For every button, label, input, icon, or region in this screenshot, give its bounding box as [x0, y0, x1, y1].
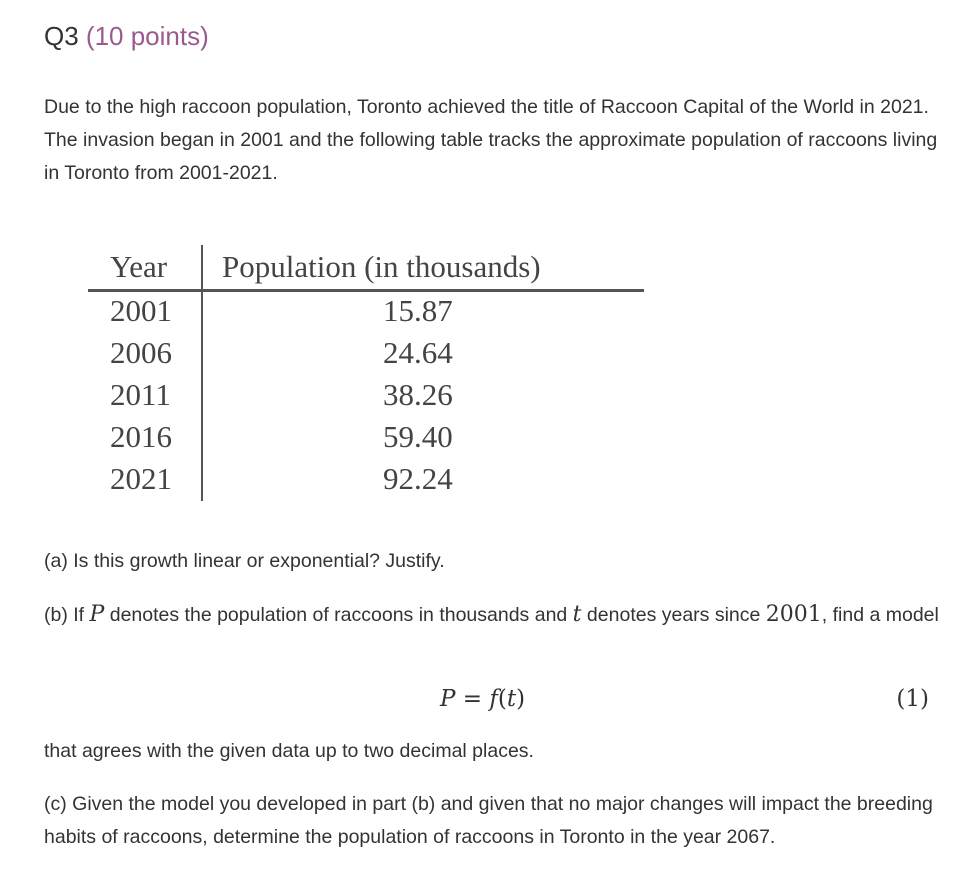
table-cell-year: 2001 — [110, 293, 172, 328]
table-header-population: Population (in thousands) — [222, 249, 541, 284]
equation-argument: t — [506, 686, 517, 712]
table-cell-year: 2011 — [110, 377, 171, 412]
equation-close-paren: ) — [516, 686, 526, 712]
equation-open-paren: ( — [497, 686, 507, 712]
part-b-question — [44, 598, 939, 632]
part-b-suffix: , find a model — [821, 604, 939, 626]
intro-paragraph: Due to the high raccoon population, Toronto achieved the title of Raccoon Capital of the World in 2021. The invasion began in 2001 and the following table tracks the approximate population of raccoons living in Toronto from 2001-2021. — [44, 96, 938, 184]
table-cell-year: 2021 — [110, 461, 172, 496]
equation-number: (1) — [896, 686, 929, 712]
table-cell-year: 2006 — [110, 335, 172, 370]
table-cell-population: 24.64 — [383, 335, 453, 370]
question-points: (10 points) — [85, 21, 209, 51]
part-b-mid2: denotes years since — [581, 604, 766, 626]
equation-function: f — [489, 686, 498, 712]
table-cell-year: 2016 — [110, 419, 172, 454]
model-equation — [440, 682, 525, 716]
part-c-question: (c) Given the model you developed in part (b) and given that no major changes will impact the breeding habits of raccoons, determine the population of raccoons in Toronto in the year 2067. — [44, 793, 933, 848]
table-header-year: Year — [110, 249, 168, 284]
equation-equals: = — [455, 686, 490, 712]
variable-t: t — [572, 602, 582, 627]
equation-lhs: P — [440, 686, 456, 712]
year-2001: 2001 — [765, 602, 822, 627]
question-label: Q3 — [44, 21, 79, 51]
part-b-continuation: that agrees with the given data up to two decimal places. — [44, 740, 534, 762]
table-column-rule — [201, 245, 203, 501]
part-a-question: (a) Is this growth linear or exponential? Justify. — [44, 550, 445, 572]
table-cell-population: 59.40 — [383, 419, 453, 454]
part-b-mid1: denotes the population of raccoons in thousands and — [104, 604, 573, 626]
question-heading — [44, 18, 209, 54]
part-b-prefix: (b) If — [44, 604, 90, 626]
table-cell-population: 38.26 — [383, 377, 453, 412]
table-cell-population: 92.24 — [383, 461, 453, 496]
table-cell-population: 15.87 — [383, 293, 453, 328]
variable-p: P — [89, 602, 105, 627]
